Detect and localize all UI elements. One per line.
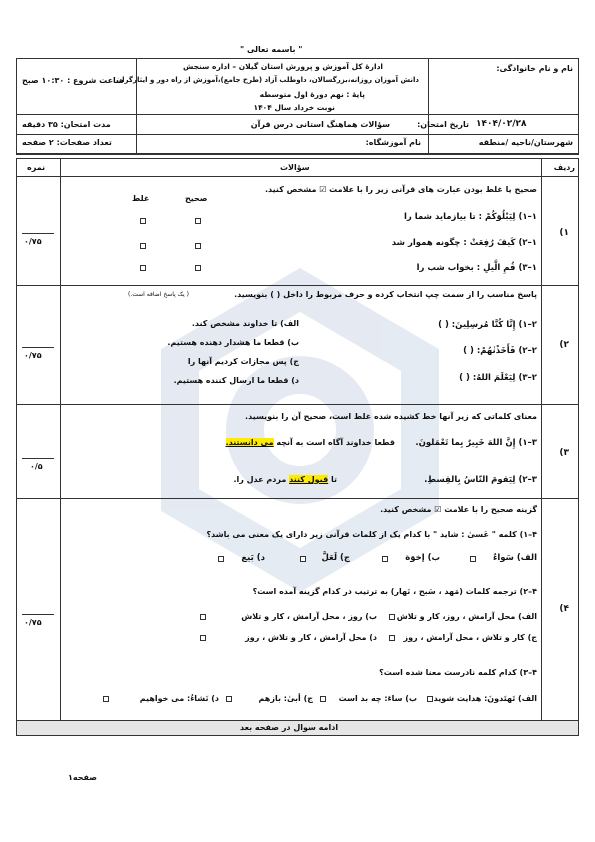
q4-1-question: ۴–۱) کلمه " عَسیٰ : شاید " با کدام یک از کلمات قرآنی زیر دارای یک معنی می باشد؟: [206, 530, 537, 539]
name-label: نام و نام خانوادگی:: [496, 64, 573, 73]
column-row-header: ردیف: [553, 163, 575, 172]
q4-1-option-b-checkbox[interactable]: [382, 556, 388, 562]
exam-date: ۱۴۰۴/۰۲/۲۸: [476, 119, 527, 129]
q1-item-3: ۱–۳) قُمِ الَّيلِ : بخواب شب را: [416, 263, 537, 273]
bismillah: " باسمه تعالی ": [240, 45, 303, 54]
q4-3-option-c-checkbox[interactable]: [226, 696, 232, 702]
q4-1-option-a-checkbox[interactable]: [470, 556, 476, 562]
q1-col-wrong: غلط: [132, 194, 150, 203]
q3-item-2: ۳–۲) لِيَقومَ النّاسُ بِالقِسطِ.: [424, 475, 537, 485]
q1-2-wrong-checkbox[interactable]: [140, 243, 146, 249]
q4-3-question: ۴–۳) کدام کلمه نادرست معنا شده است؟: [379, 668, 537, 677]
org-line-1: ادارهٔ کل آموزش و پرورش استان گیلان – اداره سنجش: [182, 62, 383, 71]
org-line-2: دانش آموزان روزانه،بزرگسالان، داوطلب آزاد (طرح جامع)،آموزش از راه دور و ایثارگران: [116, 76, 419, 84]
q4-1-option-a: الف) سَواءٌ: [492, 553, 537, 563]
q2-item-3: ۲–۳) لِيَعْلَمَ اللهُ: ( ): [459, 373, 537, 383]
q4-number: ۴): [559, 604, 569, 614]
grade-label: پایهٔ : نهم دورهٔ اول متوسطه: [259, 90, 365, 99]
q3-item-1: ۳–۱) إِنَّ اللهَ خَبِيرٌ بِما تَعْمَلونَ.: [415, 438, 537, 448]
q1-col-correct: صحیح: [185, 194, 208, 203]
q3-number: ۳): [559, 448, 569, 458]
exam-title: سؤالات هماهنگ استانی درس قرآن: [250, 120, 390, 129]
q4-1-option-d-checkbox[interactable]: [218, 556, 224, 562]
session-label: نوبت خرداد سال ۱۴۰۴: [253, 103, 335, 112]
q4-3-option-b-checkbox[interactable]: [320, 696, 326, 702]
q4-3-option-c: ج) أبىٰ: بازهم: [258, 694, 313, 703]
q2-number: ۲): [559, 340, 569, 350]
q1-prompt: صحیح یا غلط بودن عبارت های قرآنی زیر را با علامت ☑ مشخص کنید.: [265, 185, 537, 194]
q3-item-2-translation: تا قبول کنند مردم عدل را.: [233, 475, 337, 484]
column-questions-header: سؤالات: [280, 163, 310, 172]
q4-3-option-d: د) نَشاءُ: می خواهیم: [139, 694, 219, 703]
q4-1-option-b: ب) إخوَة: [405, 553, 440, 563]
page-number: صفحه۱: [68, 773, 97, 782]
q4-3-option-b: ب) ساءَ: چه بد است: [338, 694, 417, 703]
q4-1-option-c-checkbox[interactable]: [300, 556, 306, 562]
q3-item-1-highlight: می دانستند.: [225, 438, 274, 447]
q4-3-option-d-checkbox[interactable]: [103, 696, 109, 702]
city-label: شهرستان/ناحیه /منطقه: [478, 138, 573, 147]
exam-date-label: تاریخ امتحان:: [417, 120, 469, 129]
q2-option-a: الف) تا خداوند مشخص کند.: [191, 319, 299, 328]
q2-option-c: ج) پس مجازات کردیم آنها را: [187, 357, 299, 366]
q4-score: ۰/۷۵: [24, 618, 42, 627]
q3-item-1-translation: قطعا خداوند آگاه است به آنچه می دانستند.: [225, 438, 395, 447]
q4-3-option-a-checkbox[interactable]: [427, 696, 433, 702]
q2-item-1: ۲–۱) إِنَّا كُنَّا مُرسِلِينَ: ( ): [438, 320, 537, 330]
q2-score: ۰/۷۵: [24, 351, 42, 360]
q4-2-option-d: د) محل آرامش ، کار و تلاش ، روز: [245, 633, 377, 642]
q4-1-option-d: د) بَيع: [241, 553, 265, 563]
q3-score: ۰/۵: [30, 462, 43, 471]
q3-prompt: معنای کلماتی که زیر آنها خط کشیده شده غلط است، صحیح آن را بنویسید.: [245, 412, 537, 421]
q1-score: ۰/۷۵: [24, 237, 42, 246]
school-label: نام آموزشگاه:: [365, 138, 421, 147]
q1-2-correct-checkbox[interactable]: [195, 243, 201, 249]
q2-option-d: د) قطعا ما ارسال کننده هستیم.: [173, 376, 299, 385]
q1-1-correct-checkbox[interactable]: [195, 218, 201, 224]
q4-2-option-a: الف) محل آرامش ، روز، کار و تلاش: [396, 612, 537, 621]
q2-item-2: ۲–۲) فَأَخَذْنٰهُمْ: ( ): [463, 346, 537, 356]
q1-1-wrong-checkbox[interactable]: [140, 218, 146, 224]
q2-prompt: پاسخ مناسب را از سمت چپ انتخاب کرده و حرف مربوط را داخل ( ) بنویسید.: [234, 290, 537, 299]
page-count: تعداد صفحات: ۲ صفحه: [22, 138, 112, 147]
q4-2-option-a-checkbox[interactable]: [389, 614, 395, 620]
q2-note: ( یک پاسخ اضافه است.): [128, 291, 189, 298]
q4-3-option-a: الف) تَهتَدونَ: هدایت شوید: [433, 694, 537, 703]
q4-2-option-b: ب) روز ، محل آرامش ، کار و تلاش: [241, 612, 377, 621]
q4-2-option-b-checkbox[interactable]: [200, 614, 206, 620]
continue-note: ادامه سوال در صفحه بعد: [240, 723, 339, 732]
q1-item-1: ۱–۱) لِيَبْلُوَكُمْ : تا بیازماید شما را: [404, 212, 537, 222]
q4-2-question: ۴–۲) ترجمه کلمات (مَهد ، سَبح ، نَهار) به ترتیب در کدام گزینه آمده است؟: [252, 587, 537, 596]
q4-prompt: گزینه صحیح را با علامت ☑ مشخص کنید.: [380, 505, 537, 514]
q1-3-wrong-checkbox[interactable]: [140, 265, 146, 271]
start-time: ساعت شروع : ۱۰:۳۰ صبح: [22, 76, 124, 85]
q1-number: ۱): [559, 228, 569, 238]
q4-2-option-c: ج) کار و تلاش ، محل آرامش ، روز: [403, 633, 537, 642]
q4-2-option-d-checkbox[interactable]: [200, 635, 206, 641]
column-score-header: نمره: [27, 163, 46, 172]
exam-duration: مدت امتحان: ۳۵ دقیقه: [22, 120, 111, 129]
q3-item-2-highlight: قبول کنند: [289, 475, 329, 484]
q2-option-b: ب) قطعا ما هشدار دهنده هستیم.: [167, 338, 299, 347]
q1-3-correct-checkbox[interactable]: [195, 265, 201, 271]
q4-1-option-c: ج) لَعَلَّ: [321, 553, 350, 563]
q1-item-2: ۱–۲) كَيفَ رُفِعَتْ : چگونه هموار شد: [391, 238, 537, 248]
q4-2-option-c-checkbox[interactable]: [389, 635, 395, 641]
